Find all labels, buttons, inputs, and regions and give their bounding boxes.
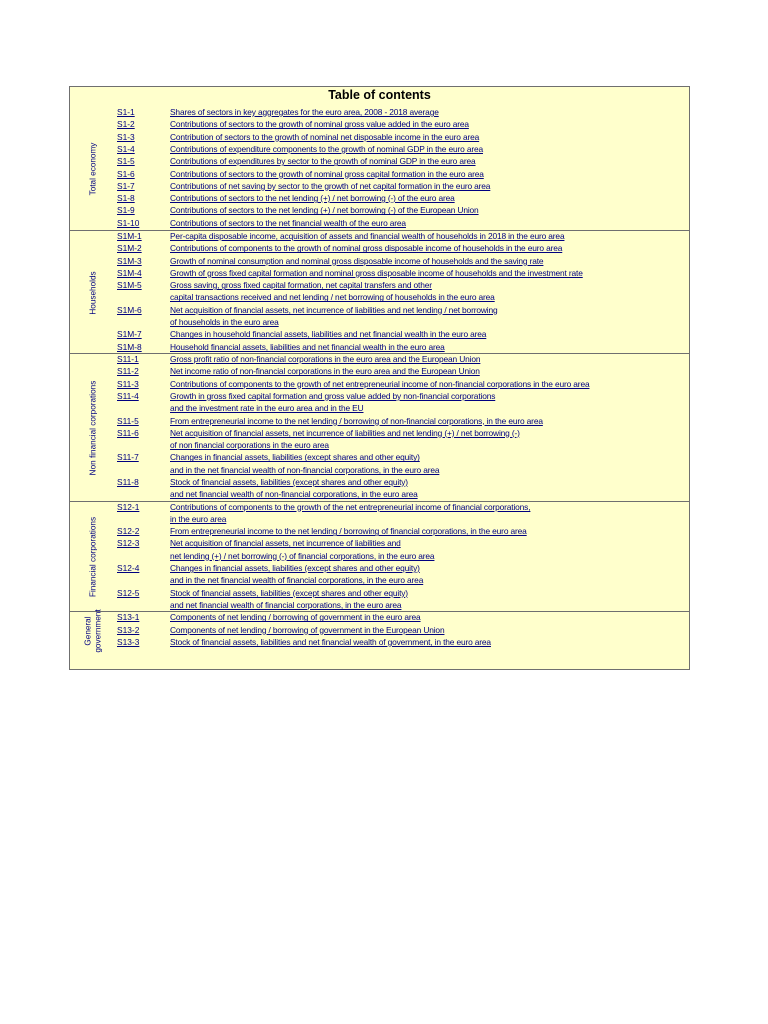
toc-title-link[interactable]: Contribution of sectors to the growth of nominal net disposable income in the euro area bbox=[170, 131, 480, 142]
toc-title-link[interactable]: Net acquisition of financial assets, net incurrence of liabilities and net lending / net borrowing bbox=[170, 304, 498, 315]
toc-code-link[interactable]: S11-2 bbox=[117, 366, 139, 377]
toc-row bbox=[70, 477, 689, 502]
toc-code-link[interactable]: S12-1 bbox=[117, 501, 140, 512]
toc-row bbox=[70, 391, 689, 416]
toc-code-link[interactable]: S12-2 bbox=[117, 526, 140, 537]
toc-title-link[interactable]: Contributions of expenditure components to the growth of nominal GDP in the euro area bbox=[170, 143, 483, 154]
toc-title-link[interactable]: Changes in financial assets, liabilities (except shares and other equity) bbox=[170, 452, 420, 463]
toc-title-link[interactable]: Growth of nominal consumption and nominal gross disposable income of households and the saving rate bbox=[170, 255, 544, 266]
toc-title-link[interactable]: Growth in gross fixed capital formation and gross value added by non-financial corporations bbox=[170, 390, 496, 401]
toc-code-link[interactable]: S11-6 bbox=[117, 427, 139, 438]
toc-row bbox=[70, 452, 689, 477]
toc-title-link[interactable]: and the investment rate in the euro area and in the EU bbox=[170, 403, 364, 414]
toc-code-link[interactable]: S1-10 bbox=[117, 217, 140, 228]
toc-title-link[interactable]: Per-capita disposable income, acquisition of assets and financial wealth of households in 2018 in the euro area bbox=[170, 231, 565, 241]
toc-code-link[interactable]: S1-2 bbox=[117, 119, 135, 130]
toc-row bbox=[70, 637, 689, 649]
toc-title-link[interactable]: Contributions of components to the growth of net entrepreneurial income of non-financial corporations in the euro area bbox=[170, 378, 590, 389]
toc-code-link[interactable]: S1-1 bbox=[117, 107, 135, 117]
toc-title-link[interactable]: of non financial corporations in the euro area bbox=[170, 440, 329, 451]
toc-code-link[interactable]: S13-2 bbox=[117, 624, 140, 635]
toc-title-link[interactable]: Contributions of sectors to the growth of nominal gross value added in the euro area bbox=[170, 119, 469, 130]
toc-title-link[interactable]: Contributions of sectors to the net lending (+) / net borrowing (-) of the European Union bbox=[170, 205, 479, 216]
toc-title-link[interactable]: Gross profit ratio of non-financial corporations in the euro area and the European Union bbox=[170, 354, 481, 364]
toc-title-link[interactable]: Changes in household financial assets, liabilities and net financial wealth in the euro area bbox=[170, 329, 487, 340]
toc-row bbox=[70, 329, 689, 341]
toc-row bbox=[70, 169, 689, 181]
toc-title-link[interactable]: Stock of financial assets, liabilities (except shares and other equity) bbox=[170, 587, 408, 598]
toc-row bbox=[70, 119, 689, 131]
toc-code-link[interactable]: S11-1 bbox=[117, 354, 139, 364]
toc-code-link[interactable]: S1-5 bbox=[117, 156, 135, 167]
toc-section bbox=[70, 353, 689, 502]
section-label-text: Financial corporations bbox=[88, 516, 98, 597]
toc-row bbox=[70, 181, 689, 193]
toc-code-link[interactable]: S1-9 bbox=[117, 205, 135, 216]
toc-row bbox=[70, 625, 689, 637]
toc-title-link[interactable]: Stock of financial assets, liabilities (except shares and other equity) bbox=[170, 477, 408, 487]
toc-title-link[interactable]: Contributions of expenditures by sector to the growth of nominal GDP in the euro area bbox=[170, 156, 476, 167]
toc-row bbox=[70, 132, 689, 144]
toc-code-link[interactable]: S11-3 bbox=[117, 378, 139, 389]
toc-title-link[interactable]: Contributions of components to the growth of nominal gross disposable income of households in the euro area bbox=[170, 243, 563, 254]
section-label-text: General government bbox=[83, 609, 102, 653]
toc-row bbox=[70, 588, 689, 613]
toc-title-link[interactable]: and in the net financial wealth of financial corporations, in the euro area bbox=[170, 575, 424, 586]
toc-code-link[interactable]: S1-3 bbox=[117, 131, 135, 142]
toc-title-link[interactable]: Shares of sectors in key aggregates for the euro area, 2008 - 2018 average bbox=[170, 107, 439, 117]
toc-title-link[interactable]: Changes in financial assets, liabilities (except shares and other equity) bbox=[170, 563, 420, 574]
section-label-text: Total economy bbox=[88, 142, 98, 195]
toc-title: Table of contents bbox=[328, 88, 431, 102]
toc-row bbox=[70, 563, 689, 588]
toc-code-link[interactable]: S11-7 bbox=[117, 452, 139, 463]
toc-section bbox=[70, 611, 689, 671]
toc-title-link[interactable]: Gross saving, gross fixed capital formation, net capital transfers and other bbox=[170, 280, 432, 291]
toc-row bbox=[70, 354, 689, 366]
toc-title-link[interactable]: Contributions of sectors to the net financial wealth of the euro area bbox=[170, 217, 406, 228]
toc-row bbox=[70, 231, 689, 243]
toc-row bbox=[70, 416, 689, 428]
toc-code-link[interactable]: S12-5 bbox=[117, 587, 140, 598]
toc-code-link[interactable]: S13-3 bbox=[117, 636, 140, 647]
toc-title-link[interactable]: net lending (+) / net borrowing (-) of financial corporations, in the euro area bbox=[170, 550, 435, 561]
table-of-contents bbox=[69, 86, 690, 670]
toc-code-link[interactable]: S11-8 bbox=[117, 477, 139, 487]
toc-title-link[interactable]: Stock of financial assets, liabilities and net financial wealth of government, in the euro area bbox=[170, 636, 491, 647]
toc-title-link[interactable]: of households in the euro area bbox=[170, 317, 279, 328]
toc-section bbox=[70, 230, 689, 354]
toc-title-link[interactable]: Growth of gross fixed capital formation and nominal gross disposable income of households and the investment rate bbox=[170, 267, 583, 278]
section-label-text: Households bbox=[88, 270, 98, 315]
section-label-text: Non financial corporations bbox=[88, 380, 98, 476]
toc-title-link[interactable]: and net financial wealth of non-financial corporations, in the euro area bbox=[170, 489, 418, 500]
toc-code-link[interactable]: S1M-2 bbox=[117, 243, 142, 254]
toc-code-link[interactable]: S1M-6 bbox=[117, 304, 142, 315]
toc-title-link[interactable]: Contributions of sectors to the net lending (+) / net borrowing (-) of the euro area bbox=[170, 193, 455, 204]
toc-row bbox=[70, 268, 689, 280]
toc-code-link[interactable]: S1-8 bbox=[117, 193, 135, 204]
toc-title-link[interactable]: and in the net financial wealth of non-financial corporations, in the euro area bbox=[170, 464, 440, 475]
toc-section bbox=[70, 107, 689, 230]
toc-title-link[interactable]: Contributions of net saving by sector to the growth of net capital formation in the euro area bbox=[170, 180, 491, 191]
toc-title-link[interactable]: Contributions of sectors to the growth of nominal gross capital formation in the euro area bbox=[170, 168, 484, 179]
toc-code-link[interactable]: S12-4 bbox=[117, 563, 140, 574]
toc-code-link[interactable]: S1M-8 bbox=[117, 341, 142, 352]
toc-row bbox=[70, 428, 689, 453]
toc-code-link[interactable]: S11-4 bbox=[117, 390, 139, 401]
toc-title-link[interactable]: Components of net lending / borrowing of government in the euro area bbox=[170, 612, 421, 623]
toc-code-link[interactable]: S1M-3 bbox=[117, 255, 142, 266]
toc-title-link[interactable]: capital transactions received and net lending / net borrowing of households in the euro area bbox=[170, 292, 495, 303]
toc-row bbox=[70, 243, 689, 255]
toc-title-link[interactable]: Net acquisition of financial assets, net incurrence of liabilities and bbox=[170, 538, 401, 549]
toc-row bbox=[70, 502, 689, 527]
toc-row bbox=[70, 144, 689, 156]
toc-row bbox=[70, 526, 689, 538]
toc-title-link[interactable]: Household financial assets, liabilities and net financial wealth in the euro area bbox=[170, 341, 445, 352]
toc-row bbox=[70, 256, 689, 268]
toc-section bbox=[70, 501, 689, 613]
toc-title-link[interactable]: Contributions of components to the growth of the net entrepreneurial income of financial corporations, bbox=[170, 501, 531, 512]
toc-title-link[interactable]: Net acquisition of financial assets, net incurrence of liabilities and net lending (+) / net borrowing (-) bbox=[170, 427, 520, 438]
toc-row bbox=[70, 193, 689, 205]
toc-code-link[interactable]: S1-6 bbox=[117, 168, 135, 179]
toc-code-link[interactable]: S1M-7 bbox=[117, 329, 142, 340]
toc-row bbox=[70, 538, 689, 563]
toc-row bbox=[70, 156, 689, 168]
toc-row bbox=[70, 280, 689, 305]
toc-row bbox=[70, 366, 689, 378]
toc-code-link[interactable]: S1M-4 bbox=[117, 267, 142, 278]
toc-code-link[interactable]: S11-5 bbox=[117, 415, 139, 426]
toc-code-link[interactable]: S1-4 bbox=[117, 143, 135, 154]
toc-title-link[interactable]: Net income ratio of non-financial corporations in the euro area and the European Union bbox=[170, 366, 480, 377]
toc-title-link[interactable]: and net financial wealth of financial corporations, in the euro area bbox=[170, 599, 402, 610]
toc-row bbox=[70, 612, 689, 624]
toc-title-link[interactable]: Components of net lending / borrowing of government in the European Union bbox=[170, 624, 445, 635]
toc-code-link[interactable]: S1M-1 bbox=[117, 231, 142, 241]
toc-code-link[interactable]: S13-1 bbox=[117, 612, 140, 623]
toc-row bbox=[70, 107, 689, 119]
toc-code-link[interactable]: S1M-5 bbox=[117, 280, 142, 291]
toc-code-link[interactable]: S12-3 bbox=[117, 538, 140, 549]
toc-row bbox=[70, 218, 689, 230]
toc-title-link[interactable]: From entrepreneurial income to the net lending / borrowing of financial corporations, in the euro area bbox=[170, 526, 527, 537]
toc-code-link[interactable]: S1-7 bbox=[117, 180, 135, 191]
toc-title-link[interactable]: From entrepreneurial income to the net lending / borrowing of non-financial corporations, in the euro area bbox=[170, 415, 543, 426]
toc-title-link[interactable]: in the euro area bbox=[170, 513, 227, 524]
toc-row bbox=[70, 205, 689, 217]
toc-row bbox=[70, 379, 689, 391]
toc-row bbox=[70, 305, 689, 330]
